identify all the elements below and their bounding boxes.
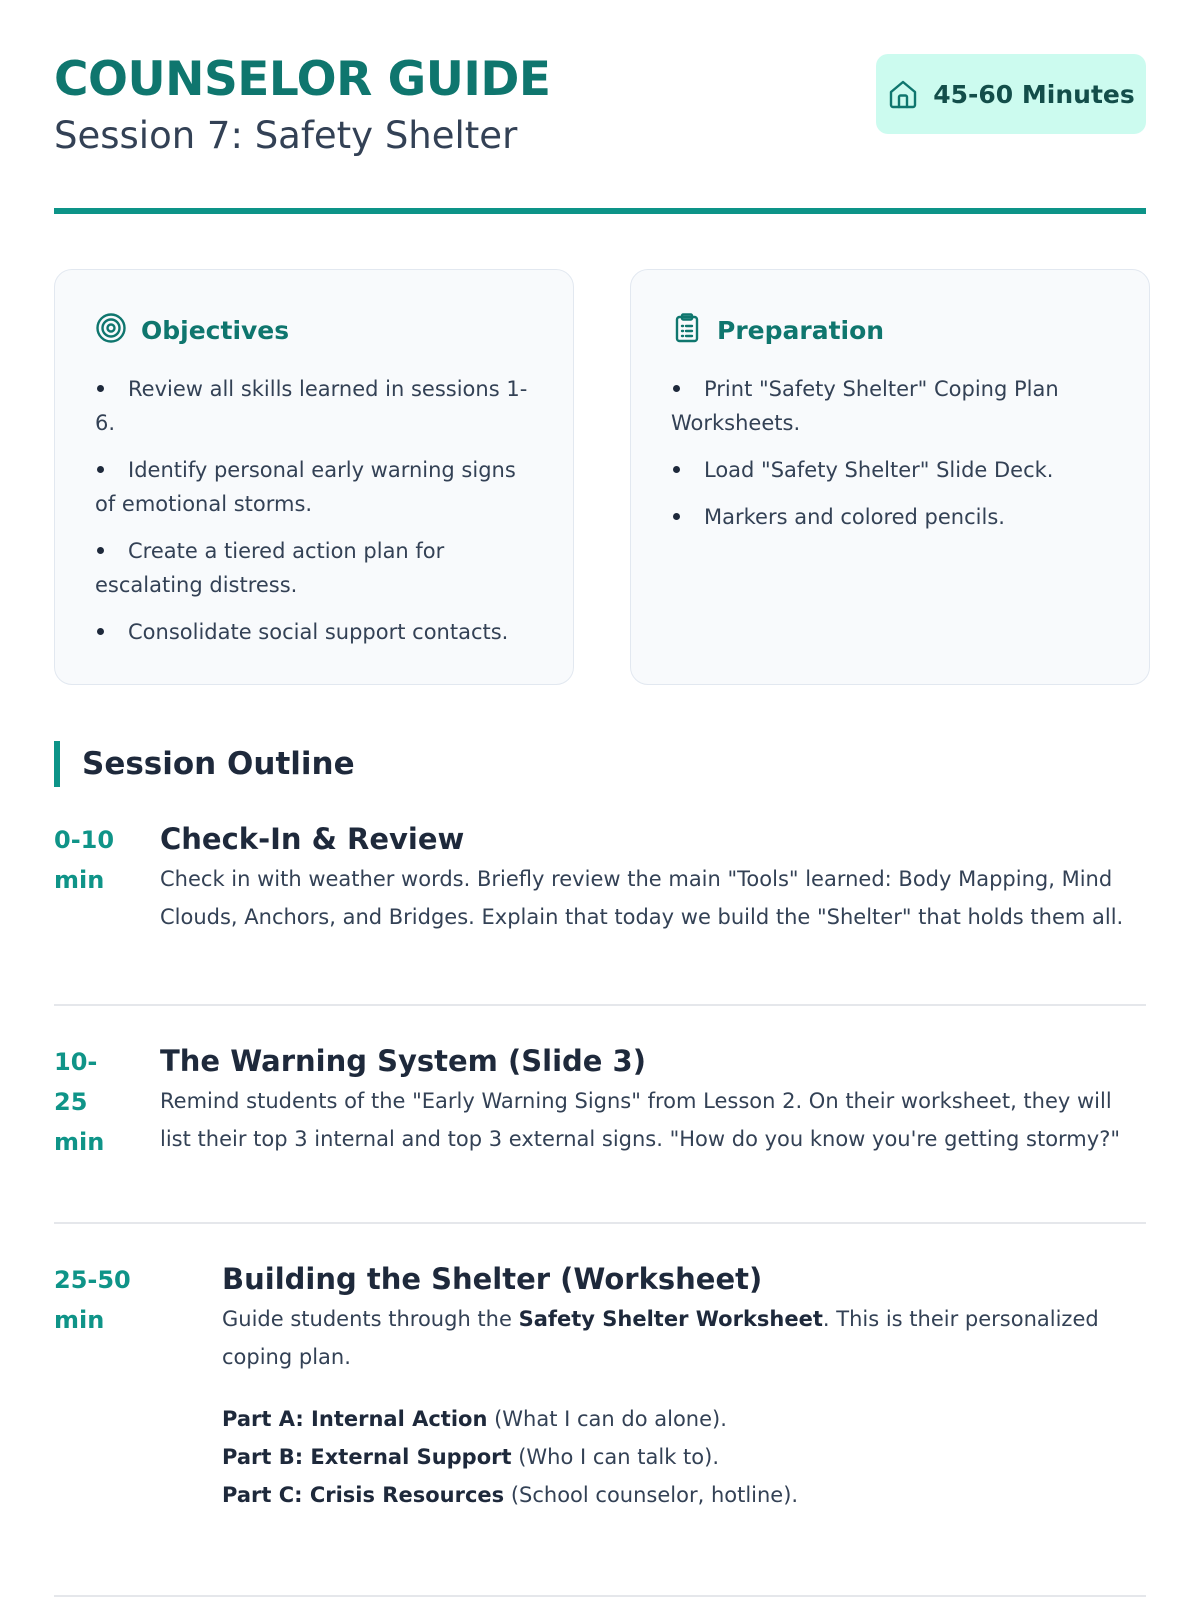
part-item: Part B: External Support (Who I can talk to). (222, 1445, 720, 1469)
row-time: 25-50 min (54, 1266, 131, 1334)
objectives-card (54, 269, 574, 685)
list-item: Load "Safety Shelter" Slide Deck. (671, 453, 1111, 487)
section-title: Session Outline (82, 746, 355, 782)
part-item: Part A: Internal Action (What I can do alone). (222, 1407, 727, 1431)
coping-plan-parts (222, 1400, 1146, 1514)
list-item: Consolidate social support contacts. (95, 615, 535, 649)
session-subtitle: Session 7: Safety Shelter (54, 114, 518, 157)
page-header (54, 52, 1146, 158)
worksheet-name: Safety Shelter Worksheet (518, 1307, 823, 1331)
list-item: Create a tiered action plan for escalating distress. (95, 539, 445, 597)
preparation-card (630, 269, 1150, 685)
objectives-title: Objectives (141, 315, 290, 345)
row-description: Check in with weather words. Briefly review the main "Tools" learned: Body Mapping, Mind Clouds, Anchors, and Bridges. Explain that today we build the "Shelter" that holds them all. (160, 867, 1124, 929)
row-description: Guide students through the Safety Shelter Worksheet. This is their personalized coping plan. (222, 1307, 1099, 1369)
outline-row (54, 1042, 1146, 1172)
preparation-title: Preparation (717, 315, 885, 345)
session-outline-heading (54, 741, 355, 787)
list-item: Print "Safety Shelter" Coping Plan Worksheets. (671, 377, 1059, 435)
row-description: Remind students of the "Early Warning Signs" from Lesson 2. On their worksheet, they will list their top 3 internal and top 3 external signs. "How do you know you're getting stormy?" (160, 1089, 1121, 1151)
preparation-list (671, 372, 1111, 534)
outline-row (54, 1260, 1146, 1550)
page-title: COUNSELOR GUIDE (54, 52, 551, 107)
row-time: 10-25 min (54, 1048, 105, 1156)
row-title: Check-In & Review (160, 822, 465, 856)
part-item: Part C: Crisis Resources (School counselor, hotline). (222, 1483, 799, 1507)
row-divider (54, 1595, 1146, 1597)
clipboard-icon (671, 312, 703, 348)
target-icon (95, 312, 127, 348)
list-item: Markers and colored pencils. (671, 500, 1111, 534)
row-title: Building the Shelter (Worksheet) (222, 1262, 763, 1296)
objectives-list (95, 372, 535, 649)
duration-badge (876, 54, 1146, 134)
duration-label: 45-60 Minutes (933, 79, 1135, 109)
row-divider (54, 1004, 1146, 1006)
list-item: Review all skills learned in sessions 1-6. (95, 377, 528, 435)
header-divider (54, 208, 1146, 214)
list-item: Identify personal early warning signs of emotional storms. (95, 458, 516, 516)
row-title: The Warning System (Slide 3) (160, 1044, 646, 1078)
home-icon (887, 78, 919, 110)
row-time: 0-10 min (54, 826, 115, 894)
outline-row (54, 820, 1146, 950)
row-divider (54, 1222, 1146, 1224)
